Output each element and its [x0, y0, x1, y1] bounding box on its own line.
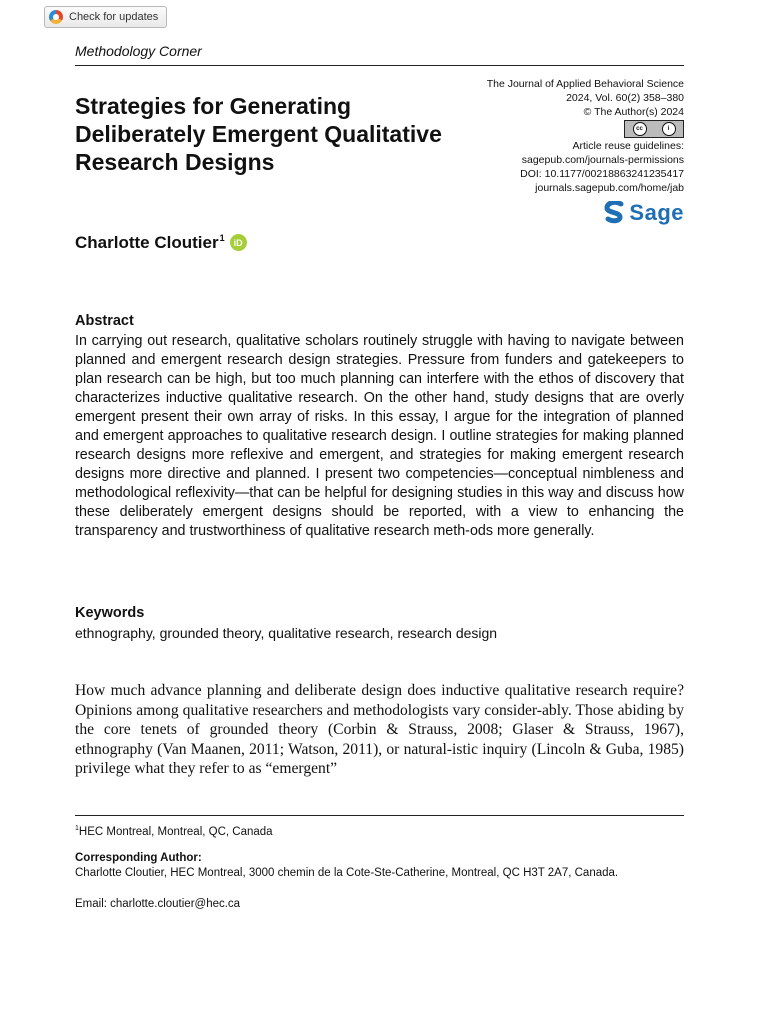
- author-name: Charlotte Cloutier: [75, 233, 219, 252]
- cc-by-icon: cc i: [624, 120, 684, 138]
- crossmark-icon: [49, 10, 63, 24]
- body-paragraph: How much advance planning and deliberate design does inductive qualitative research require? Opinions among qualitative researchers and methodologists vary consider-ably. Those abiding by the core tenets of grounded theory (Corbin & Strauss, 2008; Glaser & Strauss, 1967), ethnography (Van Maanen, 2011; Watson, 2011), or natural-istic inquiry (Lincoln & Guba, 1985) privilege what they refer to as “emergent”: [75, 682, 684, 777]
- cc-license-badge: [444, 119, 684, 139]
- affiliation-text: HEC Montreal, Montreal, QC, Canada: [78, 825, 273, 838]
- corresponding-author-address: Charlotte Cloutier, HEC Montreal, 3000 chemin de la Cote-Ste-Catherine, Montreal, QC H3T 2A7, Canada.: [75, 867, 619, 879]
- abstract-text: In carrying out research, qualitative scholars routinely struggle with having to navigate between planned and emergent research design strategies. Pressure from funders and gatekeepers to plan research can be high, but too much planning can interfere with the ethos of discovery that characterizes inductive qualitative research. On the other hand, study designs that are overly emergent present their own array of risks. In this essay, I argue for the integration of planned and emergent approaches to qualitative research design. I outline strategies for making planned research designs more reflexive and emergent, and strategies for making emergent research designs more directive and planned. I present two competencies—conceptual nimbleness and methodological reflexivity—that can be helpful for designing studies in this way and discuss how these deliberately emergent designs should be reported, with a view to enhancing the transparency and trustworthiness of qualitative research meth-ods more generally.: [75, 333, 684, 539]
- journal-url-link[interactable]: journals.sagepub.com/home/jab: [535, 182, 684, 194]
- journal-name: The Journal of Applied Behavioral Science: [486, 78, 684, 90]
- affiliation-marker: 1: [75, 825, 79, 832]
- orcid-icon[interactable]: iD: [230, 234, 247, 251]
- section-label: Methodology Corner: [75, 43, 202, 59]
- corresponding-author-heading: Corresponding Author:: [75, 852, 202, 864]
- journal-volume: 2024, Vol. 60(2) 358–380: [566, 92, 684, 104]
- check-for-updates-button[interactable]: [44, 6, 167, 28]
- sage-s-icon: [603, 201, 625, 225]
- doi-link[interactable]: DOI: 10.1177/00218863241235417: [520, 168, 684, 180]
- journal-metadata: [444, 77, 684, 225]
- keywords-list: ethnography, grounded theory, qualitative research, research design: [75, 625, 498, 641]
- sage-wordmark: Sage: [629, 200, 684, 225]
- copyright-line: © The Author(s) 2024: [583, 106, 684, 118]
- corresponding-author-email[interactable]: Email: charlotte.cloutier@hec.ca: [75, 898, 241, 910]
- check-for-updates-label: Check for updates: [69, 11, 159, 23]
- reuse-link[interactable]: sagepub.com/journals-permissions: [521, 154, 684, 166]
- footnote-divider: [75, 815, 684, 816]
- abstract-heading: Abstract: [75, 313, 134, 329]
- affiliation-footnote: [75, 825, 273, 838]
- sage-logo: [444, 201, 684, 225]
- article-title: Strategies for Generating Deliberately Emergent Qualitative Research Designs: [75, 93, 442, 175]
- keywords-heading: Keywords: [75, 605, 145, 621]
- author-line: [75, 233, 247, 253]
- author-affiliation-marker: 1: [219, 233, 225, 243]
- section-divider: [75, 65, 684, 66]
- reuse-label: Article reuse guidelines:: [572, 140, 684, 152]
